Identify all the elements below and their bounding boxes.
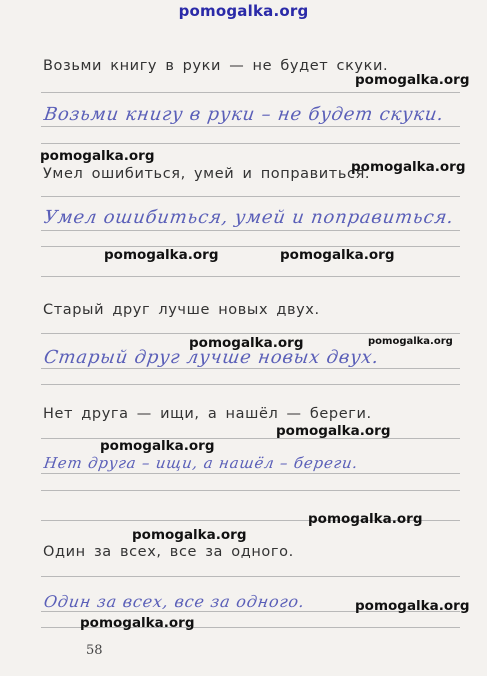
printed-sentence-4: Нет друга — ищи, а нашёл — береги. xyxy=(43,406,372,422)
ruled-line xyxy=(41,276,460,277)
ruled-line xyxy=(41,126,460,127)
watermark: pomogalka.org xyxy=(280,247,395,263)
watermark: pomogalka.org xyxy=(104,247,219,263)
handwritten-sentence-1: Возьми книгу в руки – не будет скуки. xyxy=(42,104,446,125)
ruled-line xyxy=(41,384,460,385)
watermark: pomogalka.org xyxy=(80,615,195,631)
ruled-line xyxy=(41,230,460,231)
ruled-line xyxy=(41,143,460,144)
ruled-line xyxy=(41,196,460,197)
watermark: pomogalka.org xyxy=(368,336,453,347)
handwritten-sentence-5: Один за всех, все за одного. xyxy=(42,592,307,611)
handwritten-sentence-4: Нет друга – ищи, а нашёл – береги. xyxy=(42,454,360,472)
printed-sentence-1: Возьми книгу в руки — не будет скуки. xyxy=(43,58,389,74)
watermark: pomogalka.org xyxy=(351,159,466,175)
watermark: pomogalka.org xyxy=(189,335,304,351)
ruled-line xyxy=(41,473,460,474)
watermark: pomogalka.org xyxy=(355,598,470,614)
watermark: pomogalka.org xyxy=(132,527,247,543)
ruled-line xyxy=(41,576,460,577)
ruled-line xyxy=(41,490,460,491)
ruled-line xyxy=(41,92,460,93)
page-number: 58 xyxy=(86,643,103,658)
ruled-line xyxy=(41,368,460,369)
site-header-watermark: pomogalka.org xyxy=(178,2,309,20)
watermark: pomogalka.org xyxy=(276,423,391,439)
watermark: pomogalka.org xyxy=(100,438,215,454)
watermark: pomogalka.org xyxy=(40,148,155,164)
handwritten-sentence-3: Старый друг лучше новых двух. xyxy=(42,347,381,368)
watermark: pomogalka.org xyxy=(308,511,423,527)
printed-sentence-3: Старый друг лучше новых двух. xyxy=(43,302,320,318)
printed-sentence-5: Один за всех, все за одного. xyxy=(43,544,294,560)
ruled-line xyxy=(41,333,460,334)
handwritten-sentence-2: Умел ошибиться, умей и поправиться. xyxy=(42,207,456,228)
watermark: pomogalka.org xyxy=(355,72,470,88)
printed-sentence-2: Умел ошибиться, умей и поправиться. xyxy=(43,166,371,182)
